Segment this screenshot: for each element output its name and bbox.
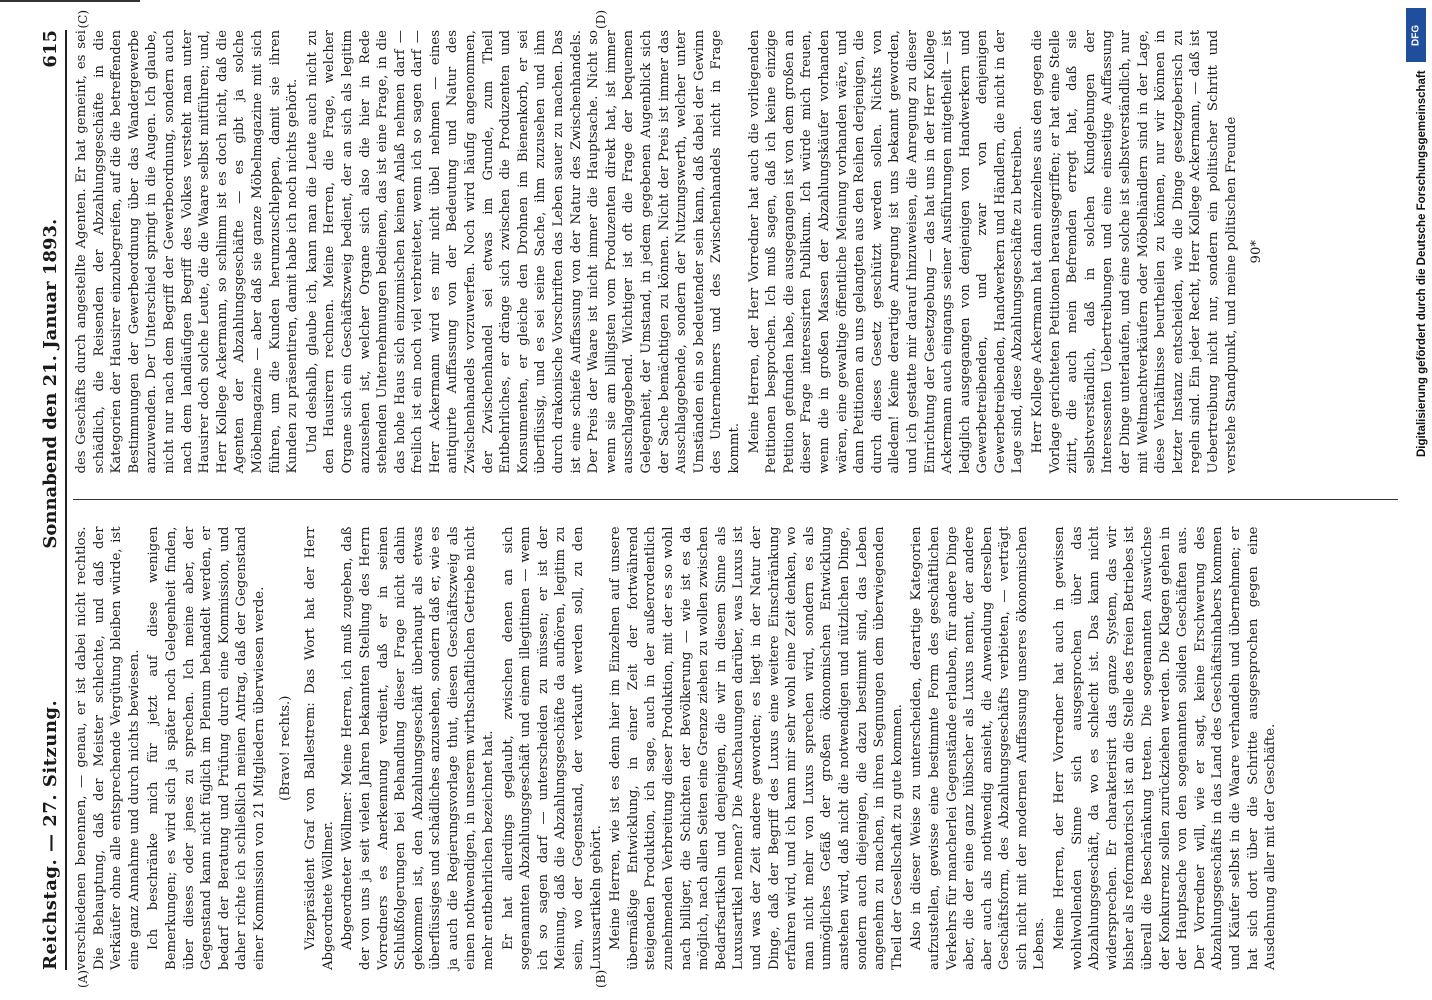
margin-marker-b: (B) [594, 969, 608, 988]
margin-marker-c: (C) [76, 10, 90, 29]
digitization-notice: Digitalisierung gefördert durch die Deutsche Forschungsgemeinschaft [1416, 70, 1428, 457]
header-date: Sonnabend den 21. Januar 1893. [40, 218, 61, 549]
signature-mark: 90* [1249, 240, 1265, 264]
header-title: Reichstag. — 27. Sitzung. [40, 699, 61, 970]
column-right [73, 10, 1411, 474]
paragraph: Abgeordneter Wöllmer: Meine Herren, ich muß zugeben, daß der von uns ja seit vielen Jahren bekannten Stellung des Herrn Vorredners es Anerkennung verdient, daß er in seinen Schlußfolgerungen bei Behandlung dieser Frage nicht dahin gekommen ist, den Abzahlungsgeschäft überhaupt als etwas überflüssiges und schädliches anzusehen, sondern daß er, wie es ja auch die Regierungsvorlage thut, diesen Geschäftszweig als einen nothwendigen, in unserem wirthschaftlichen Getriebe nicht mehr entbehrlichen bezeichnet hat. [340, 526, 497, 970]
paragraph: Er hat allerdings geglaubt, zwischen denen an sich sogenannten Abzahlungsgeschäft und einem illegitimen — wenn ich so sagen darf — unterscheiden zu müssen; er ist der Meinung, daß die Abzahlungsgeschäfte da aufhören, legitim zu sein, wo der Gegenstand, der verkauft werden soll, zu den Luxusartikeln gehört. [500, 526, 604, 970]
digitization-sidebar [1398, 0, 1432, 1000]
paragraph: Also in dieser Weise zu unterscheiden, derartige Kategorien aufzustellen, gewisse eine bestimmte Form des geschäftlichen Verkehrs für mancherlei Gegenstände erlauben, für andere Dinge aber, die der eine ganz hübscher als Luxus nennt, der andere aber auch als nothwendig ansieht, die Anwendung derselben Geschäftsform, des Abzahlungsgeschäfts verbieten, — verträgt sich nicht mit der modernen Auffassung unseres ökonomischen Lebens. [909, 526, 1048, 970]
page-number: 615 [40, 30, 61, 68]
paragraph: Meine Herren, der Herr Vorredner hat auch in gewissen wohlwollenden Sinne sich ausgesprochen über das Abzahlungsgeschäft, da wo es schlecht ist. Das kann nicht widersprechen. Er charakterisirt das ganze System, das wir bisher als reformatorisch ist an die Stelle des freien Betriebes ist überall die Beschränkung treten. Die sogenannten Auswüchse der Konkurrenz sollen zurückziehen werden. Die Klagen gehen in der Hauptsache von den sogenannten soliden Geschäften aus. Der Vorredner will, wie er sagt, keine Erschwerung des Abzahlungsgeschäfts in das Land des Geschäftsinhabers kommen und Käufer selbst in die Waare verhandeln und übernehmen; er hat sich dort über die Schritte ausgesprochen gegen eine Ausdehnung aller mit der Geschäfte. [1052, 526, 1279, 970]
top-rule [0, 0, 140, 2]
paragraph: Meine Herren, der Herr Vorredner hat auch die vorliegenden Petitionen besprochen. Ich muß sagen, daß ich keine einzige Petition gefunden habe, die ausgegangen ist von dem großen an dieser Frage interessirten Publikum. Ich würde mich freuen, wenn die in großen Massen der Abzahlungskäufer vorhanden wären, eine gewaltige öffentliche Meinung vorhanden wäre, und dann Petitionen an uns gelangten aus den Reihen derjenigen, die durch dieses Gesetz geschützt werden sollen. Nichts von alledem! Keine derartige Anregung ist uns bekannt geworden, und ich gestatte mir darauf hinzuweisen, die Anregung zu dieser Einrichtung der Gesetzgebung — das hat uns in der Herr Kollege Ackermann auch eingangs seiner Ausführungen mitgetheilt — ist lediglich ausgegangen von denjenigen von Handwerkern und Gewerbetreibenden, und zwar von denjenigen Gewerbetreibenden, Handwerkern und Händlern, die nicht in der Lage sind, diese Abzahlungsgeschäfte zu betreiben. [746, 30, 1026, 474]
paragraph: Herr Kollege Ackermann hat dann einzelnes aus den gegen die Vorlage gerichteten Petitionen herausgegriffen; er hat eine Stelle zitirt, die auch mein Befremden erregt hat, daß sie selbstverständlich, daß in solchen Kundgebungen der Interessenten Uebertreibungen und eine einseitige Auffassung der Dinge unterlaufen, und eine solche ist selbstverständlich, nur mit Weltmachtverkäufern oder Möbelhändlern sind in der Lage, diese Verhältnisse beurtheilen zu können, nur wir können in letzter Instanz entscheiden, wie die Dinge gesetzgeberisch zu regeln sind. Ein jeder Recht, Herr Kollege Ackermann, — daß ist Uebertreibung nicht nur, sondern ein politischer Schritt und verstehe Standpunkt, und meine politischen Freunde [1030, 30, 1239, 474]
rotated-page-content [11, 10, 1421, 990]
paragraph: Meine Herren, wie ist es denn hier im Einzelnen auf unsere übermäßige Entwicklung, in einer Zeit der fortwährend steigenden Produktion, ich sage, auch in der außerordentlich zunehmenden Verbreitung dieser Produktion, mit der es so wohl nach billiger, die Schichten der Bevölkerung — wie ist es da möglich, nach allen Seiten eine Grenze ziehen zu wollen zwischen Bedarfsartikeln und denjenigen, die wir in diesem Sinne als Luxusartikel nennen? Die Anschauungen darüber, was Luxus ist und was der Zeit andere geworden; es liegt in der Natur der Dinge, daß der Begriff des Luxus eine weitere Einschränkung erfahren wird, und ich kann mir sehr wohl eine Zeit denken, wo man nicht mehr von Luxus sprechen wird, sondern es als unmögliches Gefäß der großen ökonomischen Entwicklung anstehen wird, daß nicht die notwendigen und nützlichen Dinge, sondern auch diejenigen, die dazu bestimmt sind, das Leben angenehm zu machen, in ihren Segnungen dem überwiegenden Theil der Gesellschaft zu gute kommen. [608, 526, 905, 970]
page-header [21, 30, 67, 970]
paragraph: des Geschäfts durch angestellte Agenten. Er hat gemeint, es sei schädlich, die Reisenden der Abzahlungsgeschäfte in die Kategorien der Hausirer einzubegreifen, auf die die betreffenden Bestimmungen der Gewerbeordnung über das Wandergewerbe anzuwenden. Der Unterschied springt in die Augen. Ich glaube, nicht nur nach dem Begriff der Gewerbeordnung, sondern auch nach dem landläufigen Begriff des Volkes versteht man unter Hausirer doch solche Leute, die die Waare selbst mitführen; und, Herr Kollege Ackermann, so schlimm ist es doch nicht, daß die Agenten der Abzahlungsgeschäfte — es gibt ja solche Möbelmagazine — aber daß sie ganze Möbelmagazine mit sich führen, um die Kunden herumzuschleppen, damit sie ihren Kunden zu präsentiren, damit habe ich noch nichts gehört. [74, 30, 301, 474]
dfg-logo: DFG [1406, 8, 1426, 62]
paragraph: verschiedenen benennen, — genau, er ist dabei nicht rechtlos. Die Behauptung, daß der Meister schlechte, und daß der Verkäufer ohne alle entsprechende Vergütung bleiben würde, ist eine ganz Annahme und durch nichts bewiesen. [74, 526, 142, 970]
column-left [73, 526, 1411, 988]
applause-note: (Bravo! rechts.) [277, 695, 293, 801]
margin-marker-d: (D) [594, 10, 608, 29]
paragraph: Ich beschränke mich für jetzt auf diese wenigen Bemerkungen; es wird sich ja später noch Gelegenheit finden, über dieses oder jenes zu sprechen. Ich meine aber, der Gegenstand kann nicht füglich im Plenum behandelt werden, er bedarf der Beratung und Prüfung durch eine Kommission, und daher richte ich schließlich meinen Antrag, daß der Gegenstand einer Kommission von 21 Mitgliedern überwiesen werde. [146, 526, 267, 970]
margin-marker-a: (A) [76, 969, 90, 988]
paragraph: Und deshalb, glaube ich, kann man die Leute auch nicht zu den Hausirern rechnen. Meine Herren, die Frage, welcher Organe sich ein Geschäftszweig bedient, der an sich als legitim anzusehen ist, welcher Organe sich also die hier in Rede stehenden Unternehmungen bedienen, das ist eine Frage, in die das hohe Haus sich einzumischen keinen Anlaß nehmen darf — freilich ist ein noch viel verbreiteter, wenn ich so sagen darf — Herr Ackermann wird es mir nicht übel nehmen — eines antiquirte Auffassung von der Bedeutung und Natur des Zwischenhandels vorzuwerfen. Noch wird häufig angenommen, der Zwischenhandel sei etwas im Grunde, zum Theil Entbehrliches, er dränge sich zwischen die Produzenten und Konsumenten, er gleiche den Drohnen im Bienenkorb, er sei überflüssig, und es sei seine Sache, ihm zuzusehen und ihm durch drakonische Vorschriften das Leben sauer zu machen. Das ist eine schiefe Auffassung von der Natur des Zwischenhandels. Der Preis der Waare ist nicht immer die Hauptsache. Nicht so wenn sie am billigsten vom Produzenten direkt hat, ist immer ausschlaggebend. Wichtiger ist oft die Frage der bequemen Gelegenheit, der Umstand, in jedem gegebenen Augenblick sich der Sache bemächtigen zu können. Nicht der Preis ist immer das Ausschlaggebende, sondern der Nutzungswerth, welcher unter Umständen ein so bedeutender sein kann, daß dabei der Gewinn des Unternehmers und des Zwischenhandels nicht in Frage kommt. [304, 30, 742, 474]
text-columns [73, 10, 1411, 988]
paragraph: Vizepräsident Graf von Ballestrem: Das Wort hat der Herr Abgeordnete Wöllmer. [303, 526, 336, 970]
column-separator [73, 500, 1411, 501]
